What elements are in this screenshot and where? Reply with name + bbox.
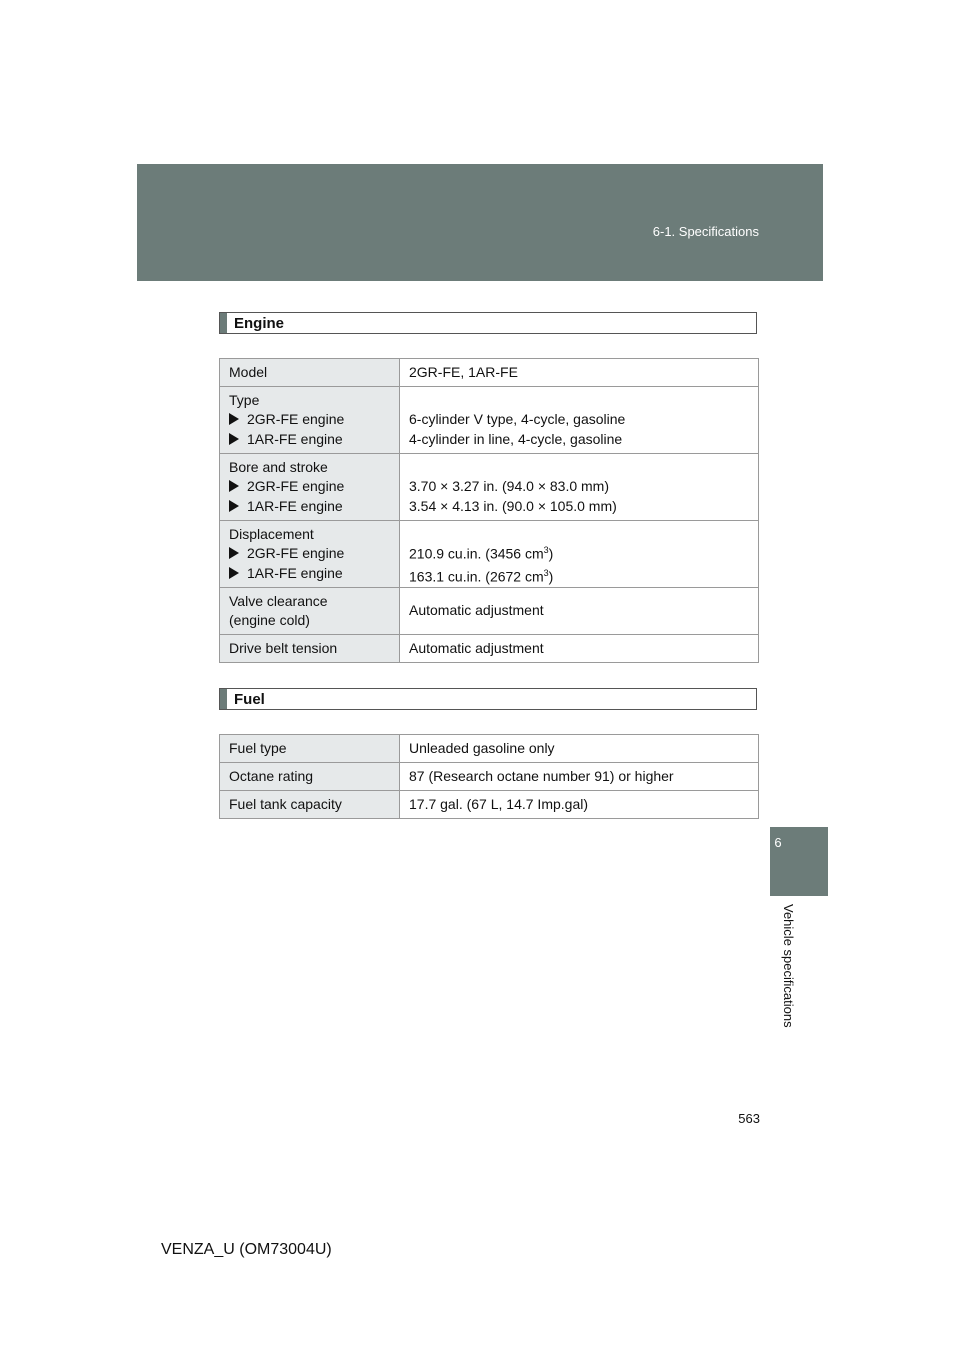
row-label: Model bbox=[220, 359, 400, 387]
fuel-heading-text: Fuel bbox=[234, 690, 265, 708]
arrow-right-icon bbox=[229, 567, 239, 579]
value-line: 3.70 × 3.27 in. (94.0 × 83.0 mm) bbox=[409, 478, 610, 495]
chapter-number: 6 bbox=[774, 835, 782, 850]
row-value bbox=[400, 521, 759, 588]
engine-heading bbox=[219, 312, 757, 334]
sub-item bbox=[229, 477, 390, 497]
engine-heading-text: Engine bbox=[234, 314, 285, 332]
row-value bbox=[400, 387, 759, 454]
row-label: Fuel tank capacity bbox=[220, 791, 400, 819]
sub-item bbox=[229, 410, 390, 430]
sub-item bbox=[229, 564, 390, 584]
page-number: 563 bbox=[738, 1111, 760, 1126]
row-label: Drive belt tension bbox=[220, 635, 400, 663]
row-value: Unleaded gasoline only bbox=[400, 735, 759, 763]
value-line: 4-cylinder in line, 4-cycle, gasoline bbox=[409, 430, 623, 447]
row-label-line: (engine cold) bbox=[229, 612, 310, 628]
row-value bbox=[400, 454, 759, 521]
row-label: Fuel type bbox=[220, 735, 400, 763]
chapter-tab bbox=[770, 827, 828, 896]
value-line: 3.54 × 4.13 in. (90.0 × 105.0 mm) bbox=[409, 497, 617, 514]
row-value: 17.7 gal. (67 L, 14.7 Imp.gal) bbox=[400, 791, 759, 819]
table-row bbox=[220, 791, 759, 819]
arrow-right-icon bbox=[229, 480, 239, 492]
sub-item-label: 2GR-FE engine bbox=[247, 478, 345, 495]
sub-item-label: 2GR-FE engine bbox=[247, 545, 345, 562]
table-row bbox=[220, 387, 759, 454]
row-value: Automatic adjustment bbox=[400, 635, 759, 663]
fuel-table bbox=[219, 734, 759, 819]
table-row bbox=[220, 454, 759, 521]
sub-item-label: 1AR-FE engine bbox=[247, 430, 343, 447]
arrow-right-icon bbox=[229, 413, 239, 425]
value-line: 163.1 cu.in. (2672 $cm^3$) bbox=[409, 567, 554, 585]
heading-bar bbox=[220, 313, 227, 333]
table-row bbox=[220, 735, 759, 763]
row-value: Automatic adjustment bbox=[400, 588, 759, 635]
row-label-title: Bore and stroke bbox=[229, 458, 328, 475]
arrow-right-icon bbox=[229, 433, 239, 445]
value-line: 210.9 cu.in. (3456 $cm^3$) bbox=[409, 544, 554, 562]
row-label: Octane rating bbox=[220, 763, 400, 791]
table-row bbox=[220, 763, 759, 791]
sub-item bbox=[229, 430, 390, 450]
row-label bbox=[220, 588, 400, 635]
row-label bbox=[220, 454, 400, 521]
sub-item-label: 1AR-FE engine bbox=[247, 564, 343, 581]
row-label bbox=[220, 387, 400, 454]
arrow-right-icon bbox=[229, 500, 239, 512]
row-label-title: Displacement bbox=[229, 525, 314, 542]
table-row bbox=[220, 359, 759, 387]
engine-table bbox=[219, 358, 759, 663]
table-row bbox=[220, 588, 759, 635]
value-line: 6-cylinder V type, 4-cycle, gasoline bbox=[409, 411, 626, 428]
arrow-right-icon bbox=[229, 547, 239, 559]
sub-item bbox=[229, 497, 390, 517]
chapter-title: Vehicle specifications bbox=[781, 904, 796, 1028]
heading-bar bbox=[220, 689, 227, 709]
row-label-line: Valve clearance bbox=[229, 592, 328, 609]
sub-item bbox=[229, 544, 390, 564]
table-row bbox=[220, 635, 759, 663]
table-row bbox=[220, 521, 759, 588]
row-label-title: Type bbox=[229, 391, 260, 408]
sub-item-label: 1AR-FE engine bbox=[247, 497, 343, 514]
document-code: VENZA_U (OM73004U) bbox=[161, 1241, 332, 1258]
sub-item-label: 2GR-FE engine bbox=[247, 411, 345, 428]
row-label bbox=[220, 521, 400, 588]
row-value: 2GR-FE, 1AR-FE bbox=[400, 359, 759, 387]
row-value: 87 (Research octane number 91) or higher bbox=[400, 763, 759, 791]
header-band bbox=[137, 164, 823, 281]
fuel-heading bbox=[219, 688, 757, 710]
section-label: 6-1. Specifications bbox=[652, 224, 759, 239]
